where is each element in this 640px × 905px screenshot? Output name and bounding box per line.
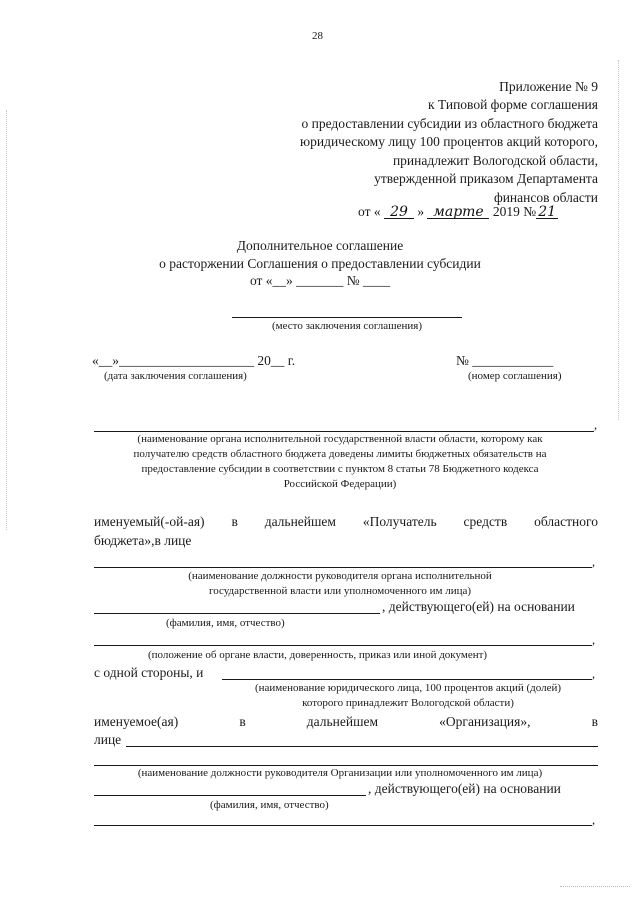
legal-entity-comma: , — [592, 667, 596, 681]
organization-head-caption: (наименование должности руководителя Организации или уполномоченного им лица) — [137, 767, 543, 779]
organization-word: дальнейшем — [306, 714, 379, 729]
title-line-1: Дополнительное соглашение — [236, 238, 404, 253]
organization-line-2: лице — [94, 732, 122, 747]
acting-basis-text-1: , действующего(ей) на основании — [382, 599, 575, 614]
organization-word: именуемое(ая) — [94, 714, 179, 729]
appendix-line: о предоставлении субсидии из областного бюджета — [301, 116, 598, 131]
place-line — [232, 317, 462, 318]
agreement-date-caption: (дата заключения соглашения) — [104, 370, 247, 382]
head-position-comma: , — [592, 555, 596, 569]
legal-entity-caption-line: (наименование юридического лица, 100 процентов акций (долей) — [254, 682, 562, 694]
legal-entity-line — [222, 679, 592, 680]
agreement-date: «__»____________________ 20__ г. — [92, 353, 296, 368]
organization-word: в — [239, 714, 246, 729]
head-position-line — [94, 567, 592, 568]
appendix-date-day-field — [384, 204, 414, 219]
title-line-2: о расторжении Соглашения о предоставлении субсидии — [159, 256, 481, 271]
organ-caption-line: (наименование органа исполнительной государственной власти области, которому как — [137, 433, 543, 445]
organ-name-comma: , — [594, 418, 598, 432]
appendix-line: Приложение № 9 — [499, 79, 598, 94]
fio-caption-1: (фамилия, имя, отчество) — [166, 617, 285, 629]
head-position-caption-line: (наименование должности руководителя органа исполнительной — [188, 570, 492, 582]
appendix-date-month-field — [427, 204, 489, 219]
recipient-word: областного — [534, 514, 598, 529]
recipient-line-2: бюджета»,в лице — [94, 533, 192, 548]
appendix-date-month: марте — [433, 204, 484, 220]
basis-comma-1: , — [592, 633, 596, 647]
recipient-word: именуемый(-ой-ая) — [94, 514, 205, 529]
organ-name-line — [94, 431, 594, 432]
fio-line-1 — [94, 613, 380, 614]
fio-caption-2: (фамилия, имя, отчество) — [210, 799, 329, 811]
appendix-date-prefix: от « — [358, 204, 381, 219]
appendix-line: юридическому лицу 100 процентов акций которого, — [300, 134, 598, 149]
organ-caption-line: получателю средств областного бюджета доведены лимиты бюджетных обязательств на — [133, 448, 547, 460]
one-side-text: с одной стороны, и — [94, 665, 204, 680]
appendix-date-year: 2019 № — [492, 204, 537, 219]
recipient-line-1 — [94, 514, 598, 530]
appendix-date-day: 29 — [390, 204, 408, 220]
head-position-caption-line: государственной власти или уполномоченного им лица) — [208, 585, 472, 597]
organization-word: в — [591, 714, 598, 729]
legal-entity-caption-line: которого принадлежит Вологодской области) — [302, 697, 514, 709]
appendix-date-row — [358, 204, 558, 220]
agreement-number-caption: (номер соглашения) — [468, 370, 562, 382]
appendix-line: к Типовой форме соглашения — [428, 97, 598, 112]
scan-edge-left — [6, 110, 8, 530]
organization-word: «Организация», — [439, 714, 531, 729]
basis-comma-2: , — [592, 813, 596, 827]
appendix-line: принадлежит Вологодской области, — [392, 153, 598, 168]
title-line-3: от «__» _______ № ____ — [249, 273, 391, 288]
appendix-date-mid: » — [417, 204, 425, 219]
appendix-line: утвержденной приказом Департамента — [374, 171, 598, 186]
appendix-date-number: 21 — [538, 204, 557, 220]
organization-head-line-a — [126, 746, 598, 747]
basis-line-1 — [94, 645, 592, 646]
recipient-word: средств — [463, 514, 508, 529]
appendix-line: финансов области — [493, 190, 598, 205]
organization-head-line-b — [94, 765, 598, 766]
place-caption: (место заключения соглашения) — [272, 320, 422, 332]
organization-line-1 — [94, 714, 598, 730]
recipient-word: «Получатель — [362, 514, 437, 529]
basis-caption-1: (положение об органе власти, доверенность, приказ или иной документ) — [148, 649, 488, 661]
recipient-word: дальнейшем — [264, 514, 336, 529]
basis-line-2 — [94, 825, 592, 826]
fio-line-2 — [94, 795, 366, 796]
organ-caption-line: Российской Федерации) — [283, 478, 397, 490]
organ-caption-line: предоставление субсидии в соответствии с пунктом 8 статьи 78 Бюджетного кодекса — [141, 463, 539, 475]
page-number: 28 — [312, 30, 323, 42]
recipient-word: в — [231, 514, 238, 529]
appendix-date-number-field — [536, 204, 558, 219]
scan-edge-bottom — [560, 886, 630, 887]
acting-basis-text-2: , действующего(ей) на основании — [368, 781, 561, 796]
agreement-number: № ____________ — [456, 353, 554, 368]
